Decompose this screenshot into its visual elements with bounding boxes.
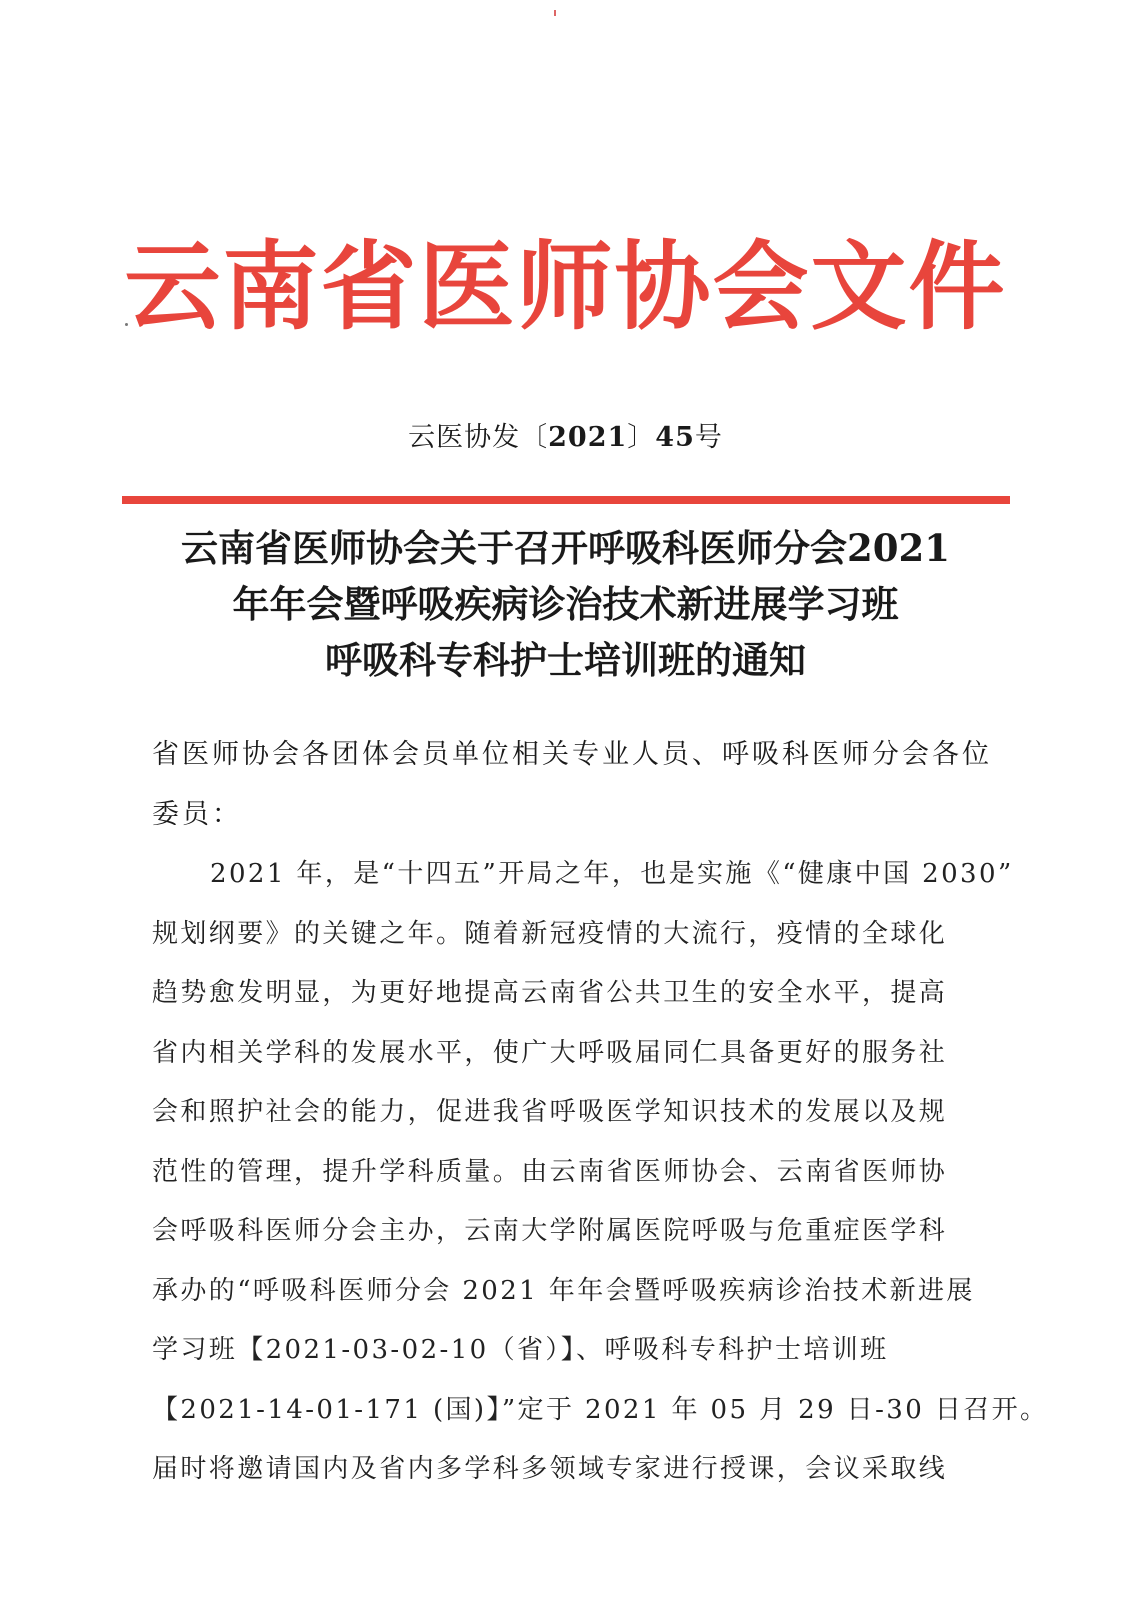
body-line-10: 【2021-14-01-171 (国)】”定于 2021 年 05 月 29 日-30 日召开。: [152, 1394, 1049, 1425]
body-line-6: 范性的管理，提升学科质量。由云南省医师协会、云南省医师协: [152, 1156, 948, 1187]
body-line-4: 省内相关学科的发展水平，使广大呼吸届同仁具备更好的服务社: [152, 1037, 948, 1068]
body-line-2: 规划纲要》的关键之年。随着新冠疫情的大流行，疫情的全球化: [152, 918, 948, 949]
notice-title: [0, 520, 1131, 688]
title-line-2: 年年会暨呼吸疾病诊治技术新进展学习班: [232, 582, 899, 626]
doc-number-suffix: 号: [694, 422, 723, 453]
doc-number-prefix: 云医协发〔: [408, 422, 549, 453]
body-line-3: 趋势愈发明显，为更好地提高云南省公共卫生的安全水平，提高: [152, 978, 948, 1008]
salutation-line-2: 委员：: [152, 799, 242, 830]
body-line-9: 学习班【2021-03-02-10（省）】、呼吸科专科护士培训班: [152, 1335, 889, 1365]
title-line-1: 云南省医师协会关于召开呼吸科医师分会2021: [181, 526, 950, 570]
body-line-11: 届时将邀请国内及省内多学科多领域专家进行授课，会议采取线: [152, 1454, 948, 1484]
body-line-5: 会和照护社会的能力，促进我省呼吸医学知识技术的发展以及规: [152, 1097, 948, 1127]
salutation: [152, 725, 1012, 845]
body-line-8: 承办的“呼吸科医师分会 2021 年年会暨呼吸疾病诊治技术新进展: [152, 1275, 975, 1306]
masthead-title: 云南省医师协会文件: [124, 230, 1007, 343]
document-number: [0, 418, 1131, 458]
body-paragraph: [152, 845, 1049, 1500]
body-line-1: 2021 年，是“十四五”开局之年，也是实施《“健康中国 2030”: [210, 859, 1014, 889]
doc-number-year: 2021: [548, 422, 628, 453]
scan-mark: [554, 10, 556, 16]
body-line-7: 会呼吸科医师分会主办，云南大学附属医院呼吸与危重症医学科: [152, 1216, 948, 1246]
salutation-line-1: 省医师协会各团体会员单位相关专业人员、呼吸科医师分会各位: [152, 739, 992, 770]
red-divider-line: [122, 496, 1010, 504]
title-line-3: 呼吸科专科护士培训班的通知: [325, 638, 806, 682]
doc-number-mid: 〕: [627, 422, 656, 453]
doc-number-value: 45: [655, 422, 695, 453]
